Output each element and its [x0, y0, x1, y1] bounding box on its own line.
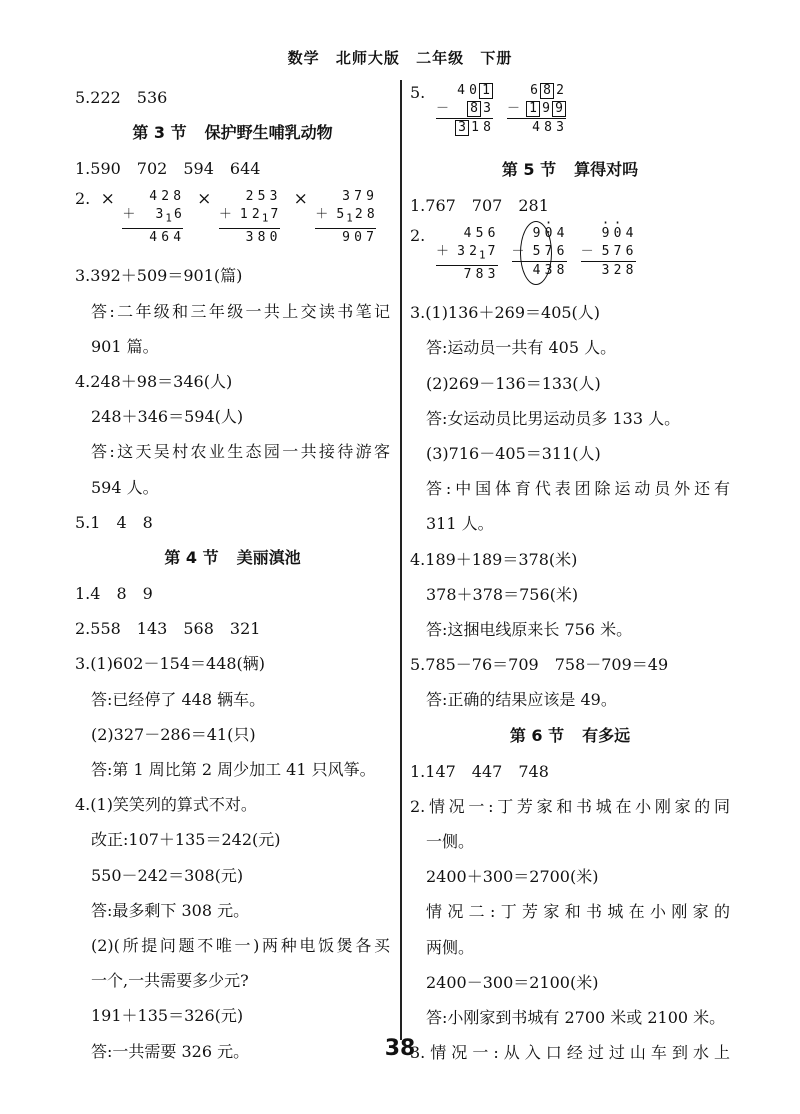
- section-3-title: [75, 115, 390, 151]
- answer-line: 1.590 702 594 644: [75, 159, 261, 179]
- answer-line: 情况二:丁芳家和书城在小刚家的: [426, 902, 730, 922]
- answer-line: 2.情况一:丁芳家和书城在小刚家的同: [410, 796, 730, 816]
- answer-line: 4.(1)笑笑列的算式不对。: [75, 795, 257, 815]
- vertical-calc-row: [410, 80, 730, 152]
- vertical-calc-item: [581, 225, 636, 280]
- right-column: [410, 80, 730, 1070]
- answer-line: 答:二年级和三年级一共上交读书笔记: [91, 301, 390, 321]
- answer-line: 1.147 447 748: [410, 761, 549, 781]
- section-label: 第 6 节: [509, 725, 565, 745]
- answer-line: (2)(所提问题不唯一)两种电饭煲各买: [91, 936, 390, 956]
- vertical-addition: 2 5 3 ＋ 1 2 $_1$ 7 3 8 0: [218, 189, 279, 245]
- column-divider: [400, 80, 402, 1040]
- vertical-addition: 4 5 6 ＋ 3 2 $_1$ 7 7 8 3: [436, 225, 498, 284]
- answer-line: 1.4 8 9: [75, 584, 153, 604]
- section-label: 第 4 节: [164, 548, 219, 568]
- vertical-calc-row: [410, 223, 730, 295]
- answer-line: 答:运动员一共有 405 人。: [426, 338, 617, 358]
- answer-line: (3)716－405＝311(人): [426, 444, 601, 464]
- vertical-addition: 4 2 8 ＋ 3 $_1$ 6 4 6 4: [122, 189, 182, 245]
- cross-icon: ×: [100, 189, 115, 210]
- vertical-calc-row: [75, 186, 390, 258]
- vertical-subtraction: 4 0 1 － 8 3 3 1 8: [436, 82, 493, 137]
- item-number: 2.: [75, 189, 91, 209]
- section-name: 美丽滇池: [236, 548, 301, 568]
- section-label: 第 5 节: [501, 160, 557, 179]
- answer-line: 一个,一共需要多少元?: [91, 971, 249, 991]
- section-4-title: [75, 540, 390, 576]
- answer-line: 答:第 1 周比第 2 周少加工 41 只风筝。: [91, 760, 376, 780]
- answer-line: 3.(1)136＋269＝405(人): [410, 303, 601, 323]
- answer-line: 改正:107＋135＝242(元): [91, 830, 281, 850]
- section-name: 保护野生哺乳动物: [204, 123, 333, 143]
- answer-line: 901 篇。: [91, 336, 159, 356]
- item-number: 5.: [410, 83, 426, 102]
- answer-line: 311 人。: [426, 514, 494, 534]
- section-name: 算得对吗: [574, 160, 639, 179]
- answer-line: 3.情况一:从入口经过过山车到水上: [410, 1043, 730, 1063]
- page-header: 数学 北师大版 二年级 下册: [287, 49, 513, 67]
- answer-line: 2.558 143 568 321: [75, 619, 261, 639]
- answer-line: 答:女运动员比男运动员多 133 人。: [426, 408, 681, 428]
- answer-line: 答:正确的结果应该是 49。: [426, 690, 617, 710]
- answer-line: 答:小刚家到书城有 2700 米或 2100 米。: [426, 1008, 726, 1028]
- answer-line: (2)269－136＝133(人): [426, 373, 601, 393]
- answer-line: 2400－300＝2100(米): [426, 972, 599, 992]
- answer-line: 答:已经停了 448 辆车。: [91, 689, 266, 709]
- vertical-addition: 3 7 9 ＋ 5 $_1$ 2 8 9 0 7: [315, 189, 375, 245]
- page-number: 38: [384, 1036, 416, 1061]
- answer-line: 191＋135＝326(元): [91, 1006, 244, 1026]
- left-column: [75, 80, 390, 1069]
- answer-line: (2)327－286＝41(只): [91, 724, 256, 744]
- answer-line: 两侧。: [426, 937, 475, 957]
- answer-line: 答:中国体育代表团除运动员外还有: [426, 479, 730, 499]
- vertical-calc-item: [436, 82, 493, 137]
- vertical-calc-item: [436, 225, 498, 284]
- vertical-subtraction-circled: 9· 0 4 － 5 7 6 4 3 8: [512, 225, 567, 280]
- answer-line: 答:最多剩下 308 元。: [91, 900, 250, 920]
- answer-line: 3.(1)602－154＝448(辆): [75, 654, 266, 674]
- vertical-subtraction: 6 8 2 － 1 9 9 4 8 3: [507, 82, 566, 137]
- section-label: 第 3 节: [132, 123, 187, 143]
- answer-line: 5.222 536: [75, 88, 168, 107]
- vertical-calc-item: [101, 188, 183, 247]
- answer-line: 答:这天吴村农业生态园一共接待游客: [91, 442, 390, 462]
- answer-line: 5.1 4 8: [75, 512, 153, 532]
- cross-icon: ×: [197, 189, 212, 210]
- vertical-calc-item: [294, 188, 376, 247]
- answer-line: 378＋378＝756(米): [426, 584, 579, 604]
- answer-line: 4.189＋189＝378(米): [410, 549, 578, 569]
- answer-line: 248＋346＝594(人): [91, 407, 244, 427]
- vertical-calc-item: [512, 225, 567, 280]
- section-5-title: [410, 152, 730, 188]
- answer-line: 1.767 707 281: [410, 196, 549, 215]
- section-name: 有多远: [582, 725, 631, 745]
- answer-line: 550－242＝308(元): [91, 865, 244, 885]
- answer-line: 一侧。: [426, 832, 475, 852]
- answer-line: 3.392＋509＝901(篇): [75, 266, 243, 286]
- answer-line: 答:这捆电线原来长 756 米。: [426, 620, 633, 640]
- answer-line: 594 人。: [91, 477, 159, 497]
- vertical-calc-item: [197, 188, 279, 247]
- answer-line: 2400＋300＝2700(米): [426, 867, 599, 887]
- cross-icon: ×: [293, 189, 308, 210]
- answer-line: 5.785－76＝709 758－709＝49: [410, 655, 669, 675]
- vertical-subtraction: · 9· 0 4 － 5 7 6 3 2 8: [581, 225, 636, 280]
- answer-line: 答:一共需要 326 元。: [91, 1041, 250, 1061]
- vertical-calc-item: [507, 82, 566, 137]
- answer-line: 4.248＋98＝346(人): [75, 372, 233, 392]
- section-6-title: [410, 718, 730, 754]
- item-number: 2.: [410, 226, 426, 246]
